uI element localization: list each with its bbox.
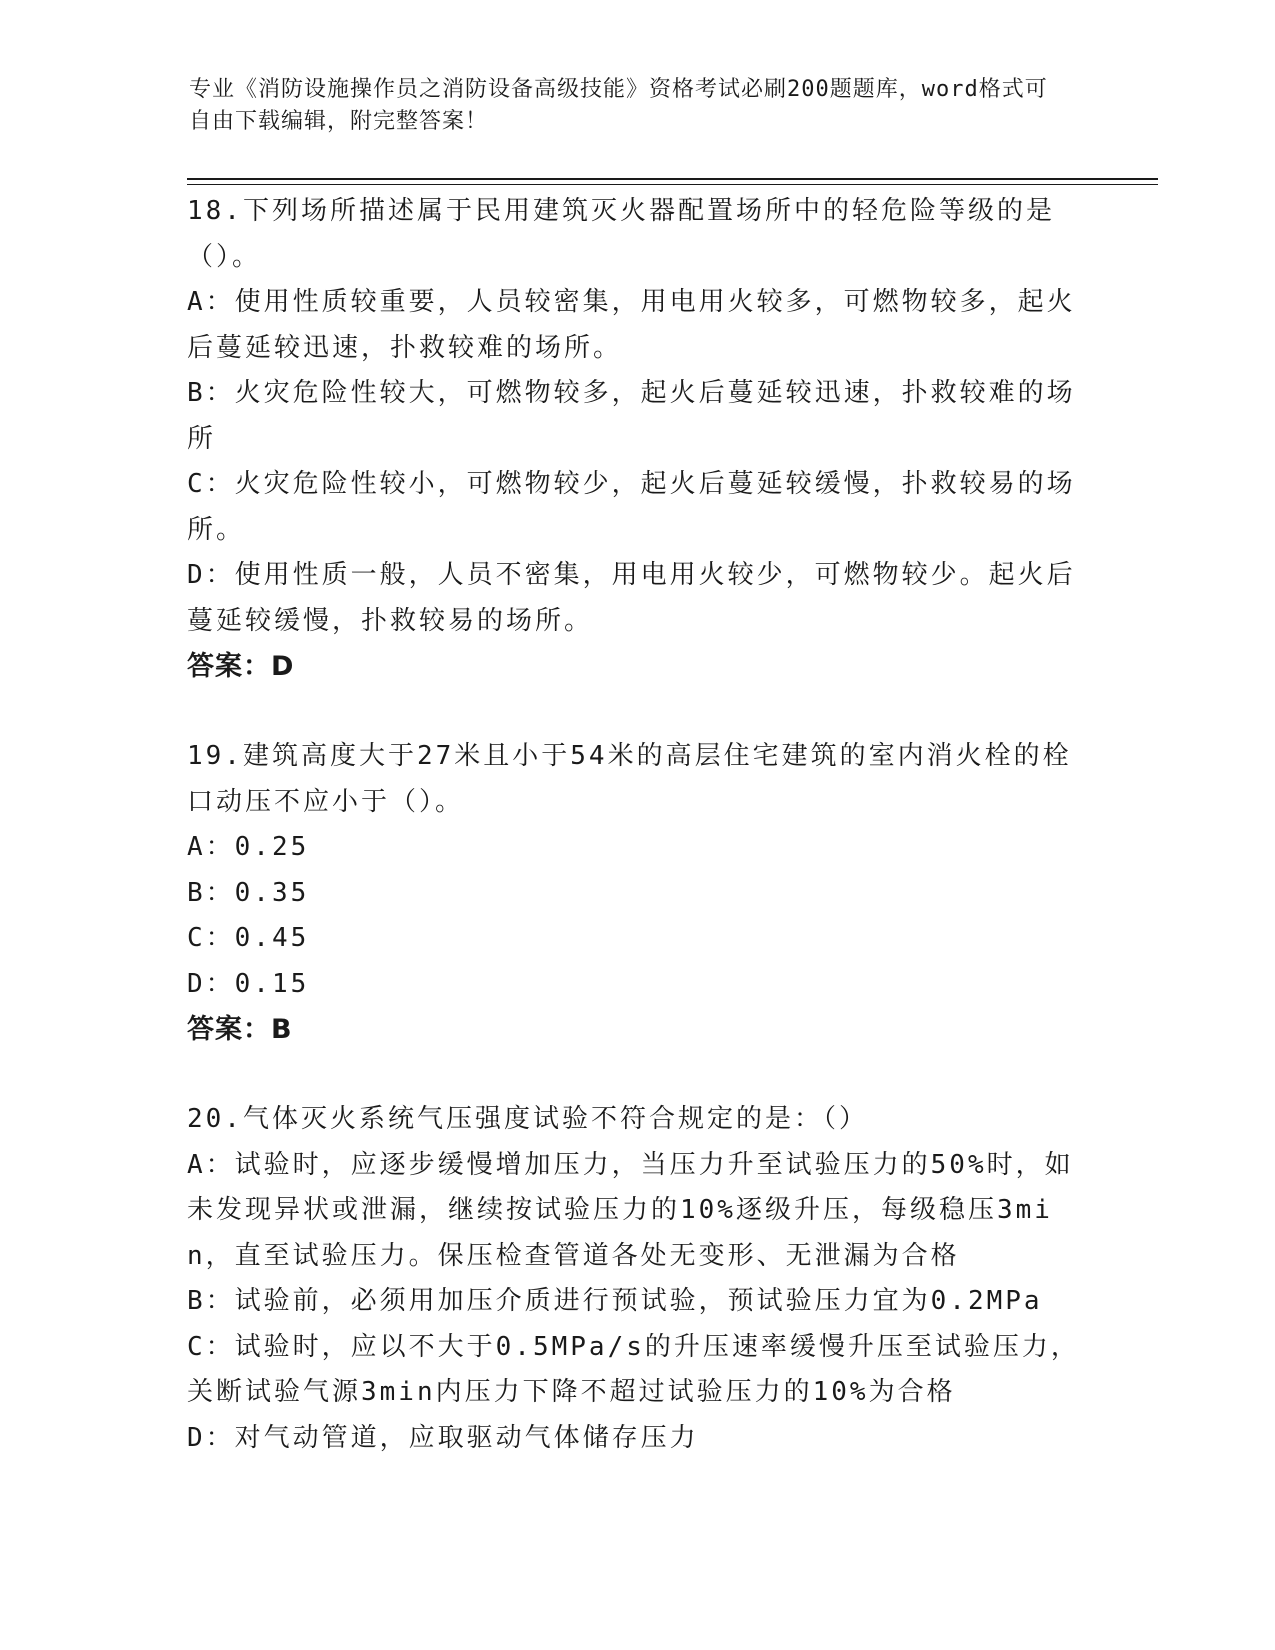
header-rule-thick: [187, 178, 1158, 180]
question-stem: 19.建筑高度大于27米且小于54米的高层住宅建筑的室内消火栓的栓口动压不应小于（）。: [187, 741, 1072, 817]
option-c: C：火灾危险性较小，可燃物较少，起火后蔓延较缓慢，扑救较易的场所。: [187, 469, 1076, 545]
option-d: D：使用性质一般，人员不密集，用电用火较少，可燃物较少。起火后蔓延较缓慢，扑救较易的场所。: [187, 560, 1076, 636]
option-a: A：0.25: [187, 832, 310, 862]
answer-label: 答案：B: [187, 1014, 293, 1045]
option-a: A：试验时，应逐步缓慢增加压力，当压力升至试验压力的50%时，如未发现异状或泄漏，继续按试验压力的10%逐级升压，每级稳压3min，直至试验压力。保压检查管道各处无变形、无泄漏为合格: [187, 1149, 1074, 1271]
question-list: [187, 189, 1087, 1461]
option-c: C：试验时，应以不大于0.5MPa/s的升压速率缓慢升压至试验压力，关断试验气源3min内压力下降不超过试验压力的10%为合格: [187, 1331, 1080, 1407]
question-spacer: [187, 1052, 1087, 1097]
document-header: 专业《消防设施操作员之消防设备高级技能》资格考试必刷200题题库，word格式可自由下载编辑，附完整答案！: [189, 77, 1048, 134]
option-d: D：对气动管道，应取驱动气体储存压力: [187, 1422, 699, 1453]
question-19: [187, 734, 1087, 1052]
question-stem: 18.下列场所描述属于民用建筑灭火器配置场所中的轻危险等级的是（）。: [187, 196, 1055, 272]
question-20: [187, 1097, 1087, 1461]
question-stem: 20.气体灭火系统气压强度试验不符合规定的是：（）: [187, 1104, 868, 1134]
option-d: D：0.15: [187, 968, 310, 999]
answer-label: 答案：D: [187, 651, 295, 682]
option-b: B：火灾危险性较大，可燃物较多，起火后蔓延较迅速，扑救较难的场所: [187, 378, 1076, 454]
header-rule-thin: [187, 184, 1158, 185]
option-a: A：使用性质较重要，人员较密集，用电用火较多，可燃物较多，起火后蔓延较迅速，扑救较难的场所。: [187, 287, 1076, 363]
option-b: B：试验前，必须用加压介质进行预试验，预试验压力宜为0.2MPa: [187, 1286, 1043, 1316]
question-spacer: [187, 689, 1087, 734]
option-c: C：0.45: [187, 923, 310, 953]
question-18: [187, 189, 1087, 689]
option-b: B：0.35: [187, 877, 310, 908]
